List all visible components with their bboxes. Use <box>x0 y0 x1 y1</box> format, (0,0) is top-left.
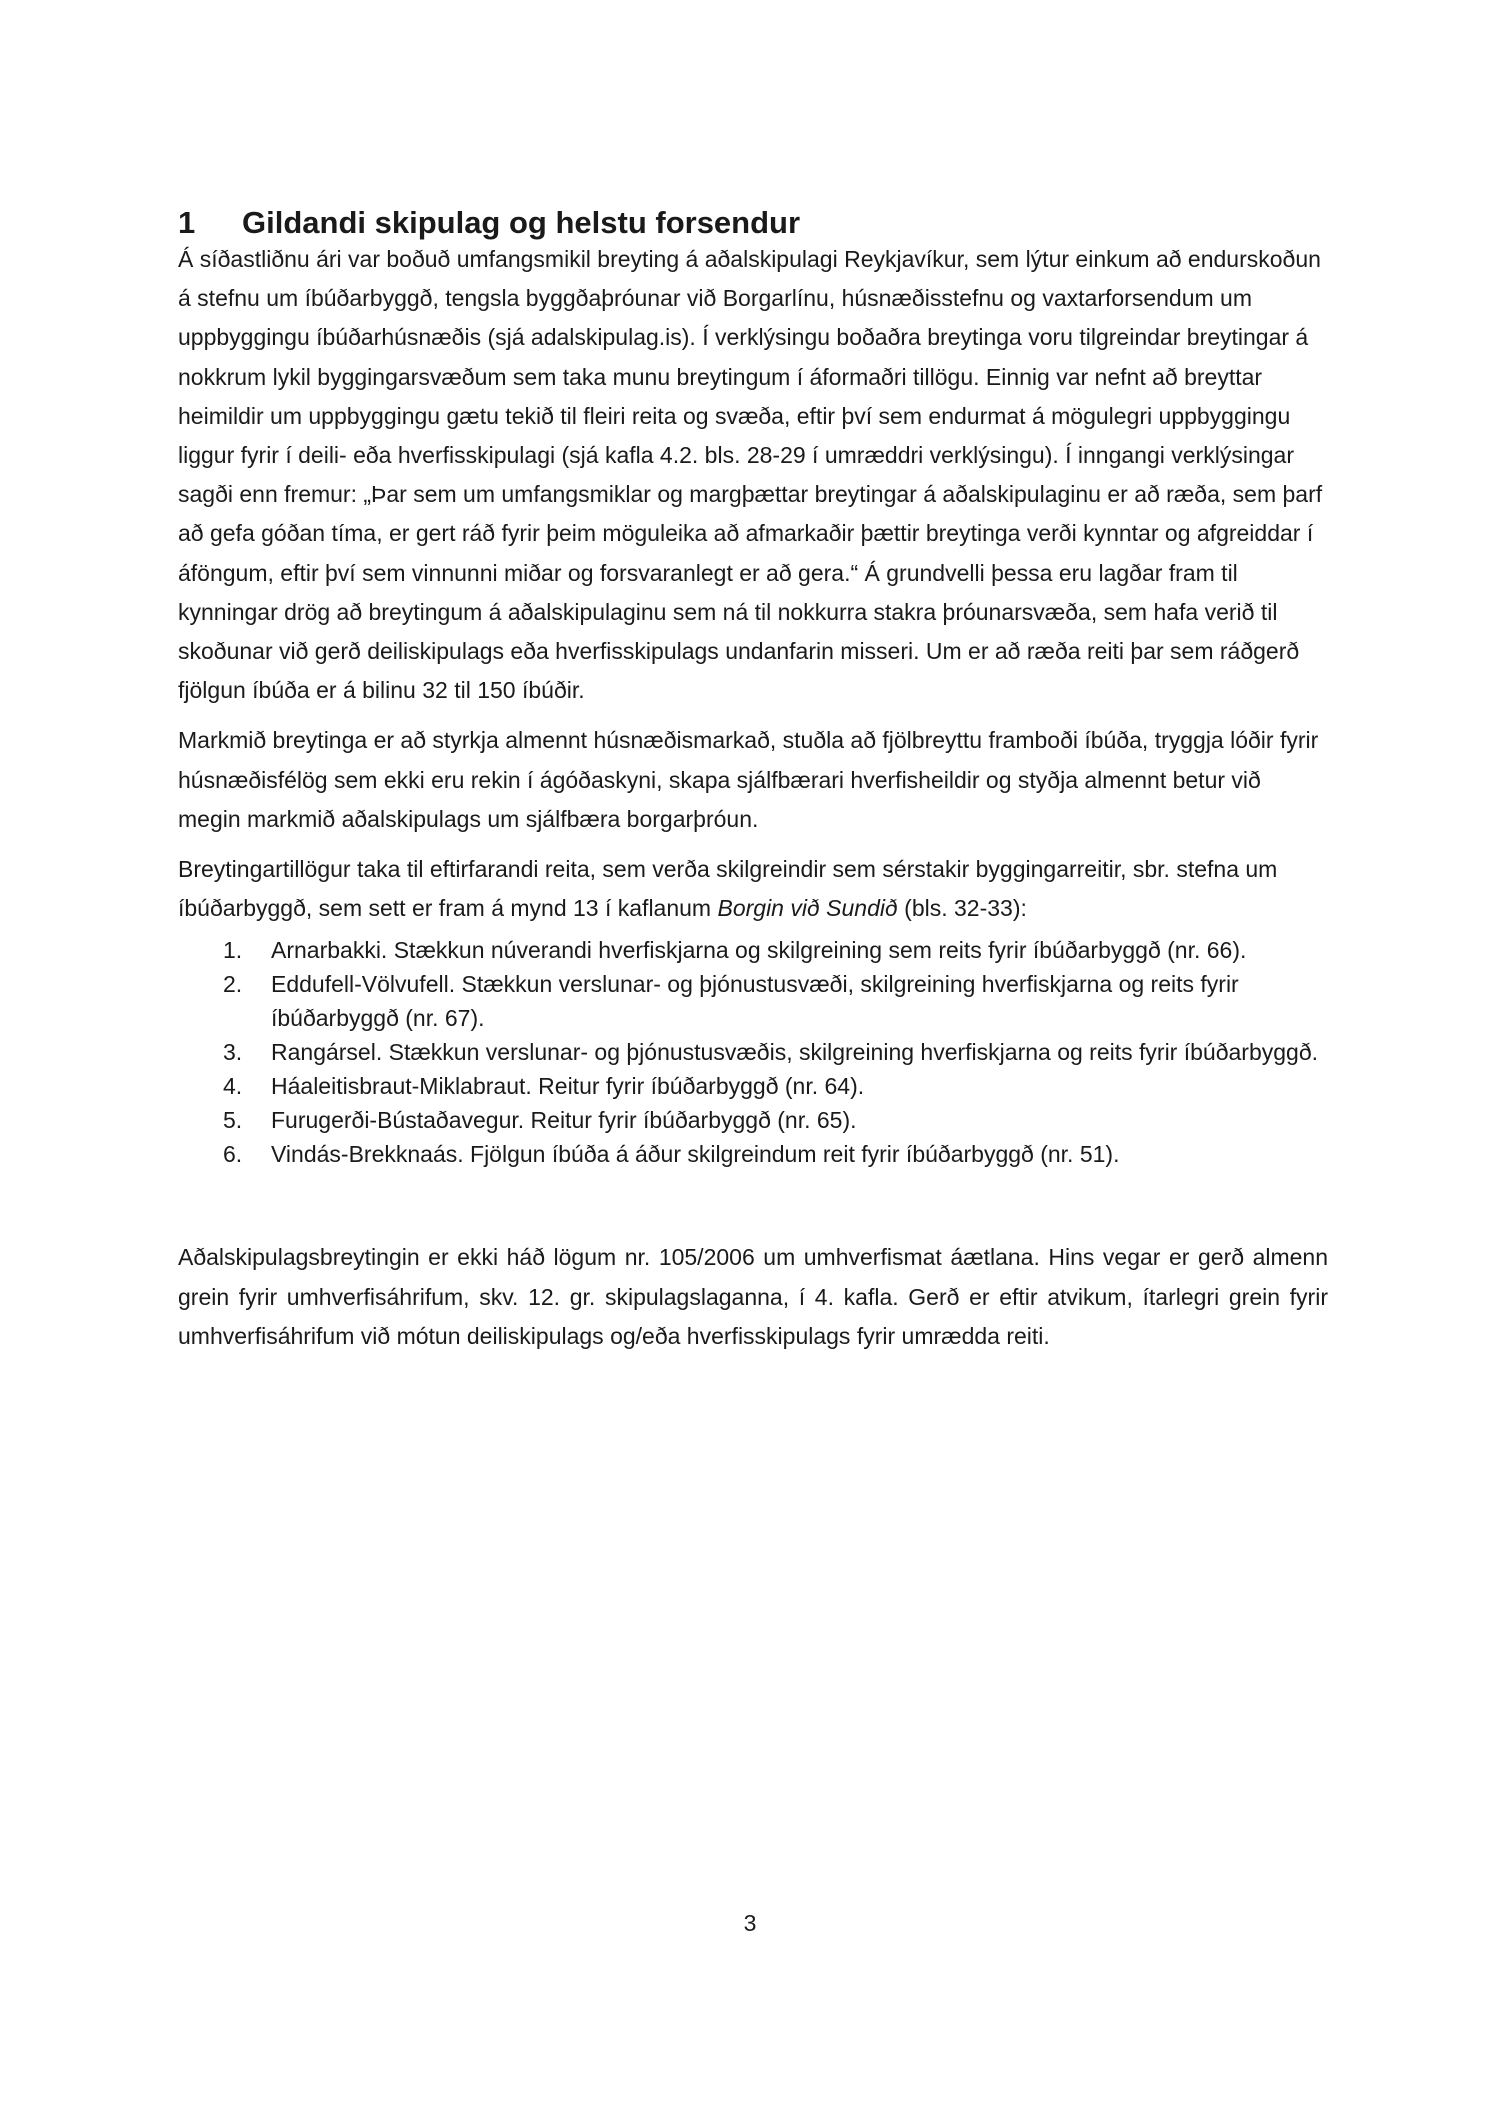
list-item-number: 5. <box>223 1107 243 1134</box>
page-number: 3 <box>743 1910 757 1936</box>
section-heading <box>178 201 1338 245</box>
list-item-text: Rangársel. Stækkun verslunar- og þjónustusvæðis, skilgreining hverfiskjarna og reits fyrir íbúðarbyggð. <box>271 1039 1318 1066</box>
list-item-number: 4. <box>223 1073 243 1100</box>
list-item-text: Arnarbakki. Stækkun núverandi hverfiskjarna og skilgreining sem reits fyrir íbúðarbyggð (nr. 66). <box>271 937 1247 964</box>
chapter-title-italic: Borgin við Sundið <box>717 895 898 922</box>
section-number: 1 <box>178 204 196 240</box>
list-item-text: Háaleitisbraut-Miklabraut. Reitur fyrir íbúðarbyggð (nr. 64). <box>271 1073 865 1100</box>
list-item-number: 6. <box>223 1141 243 1168</box>
section-title: Gildandi skipulag og helstu forsendur <box>242 204 801 240</box>
list-item <box>178 933 1328 967</box>
list-item-number: 1. <box>223 937 243 964</box>
list-item-text: Eddufell-Völvufell. Stækkun verslunar- og þjónustusvæði, skilgreining hverfiskjarna og reits fyrir íbúðarbyggð (nr. 67). <box>271 971 1239 1032</box>
proposals-text-after: (bls. 32-33): <box>897 895 1027 922</box>
intro-paragraph: Á síðastliðnu ári var boðuð umfangsmikil breyting á aðalskipulagi Reykjavíkur, sem lýtur einkum að endurskoðun á stefnu um íbúðarbyggð, tengsla byggðaþróunar við Borgarlínu, húsnæðisstefnu og vaxtarforsendum um uppbyggingu íbúðarhúsnæðis (sjá adalskipulag.is). Í verklýsingu boðaðra breytinga voru tilgreindar breytingar á nokkrum lykil byggingarsvæðum sem taka munu breytingum í áformaðri tillögu. Einnig var nefnt að breyttar heimildir um uppbyggingu gætu tekið til fleiri reita og svæða, eftir því sem endurmat á mögulegri uppbyggingu liggur fyrir í deili- eða hverfisskipulagi (sjá kafla 4.2. bls. 28-29 í umræddri verklýsingu). Í inngangi verklýsingar sagði enn fremur: „Þar sem um umfangsmiklar og margþættar breytingar á aðalskipulaginu er að ræða, sem þarf að gefa góðan tíma, er gert ráð fyrir þeim möguleika að afmarkaðir þættir breytinga verði kynntar og afgreiddar í áföngum, eftir því sem vinnunni miðar og forsvaranlegt er að gera.“ Á grundvelli þessa eru lagðar fram til kynningar drög að breytingum á aðalskipulaginu sem ná til nokkurra stakra þróunarsvæða, sem hafa verið til skoðunar við gerð deiliskipulags eða hverfisskipulags undanfarin misseri. Um er að ræða reiti þar sem ráðgerð fjölgun íbúða er á bilinu 32 til 150 íbúðir. <box>178 246 1323 704</box>
list-item <box>178 1137 1328 1171</box>
proposals-text-before: Breytingartillögur taka til eftirfarandi reita, sem verða skilgreindir sem sérstakir byggingarreitir, sbr. stefna um íbúðarbyggð, sem sett er fram á mynd 13 í kaflanum <box>178 856 1278 922</box>
list-item-text: Furugerði-Bústaðavegur. Reitur fyrir íbúðarbyggð (nr. 65). <box>271 1107 857 1134</box>
list-item-text: Vindás-Brekknaás. Fjölgun íbúða á áður skilgreindum reit fyrir íbúðarbyggð (nr. 51). <box>271 1141 1120 1168</box>
list-item <box>178 1069 1328 1103</box>
list-item <box>178 967 1328 1035</box>
goals-paragraph: Markmið breytinga er að styrkja almennt húsnæðismarkað, stuðla að fjölbreyttu framboði íbúða, tryggja lóðir fyrir húsnæðisfélög sem ekki eru rekin í ágóðaskyni, skapa sjálfbærari hverfisheildir og styðja almennt betur við megin markmið aðalskipulags um sjálfbæra borgarþróun. <box>178 727 1319 832</box>
environmental-assessment-paragraph: Aðalskipulagsbreytingin er ekki háð lögum nr. 105/2006 um umhverfismat áætlana. Hins vegar er gerð almenn grein fyrir umhverfisáhrifum, skv. 12. gr. skipulagslaganna, í 4. kafla. Gerð er eftir atvikum, ítarlegri grein fyrir umhverfisáhrifum við mótun deiliskipulags og/eða hverfisskipulags fyrir umrædda reiti. <box>178 1244 1328 1350</box>
list-item <box>178 1103 1328 1137</box>
list-item <box>178 1035 1328 1069</box>
development-areas-list <box>178 933 1328 1171</box>
document-body <box>178 240 1328 1368</box>
list-item-number: 3. <box>223 1039 243 1066</box>
proposals-paragraph <box>178 850 1328 928</box>
list-item-number: 2. <box>223 971 243 998</box>
